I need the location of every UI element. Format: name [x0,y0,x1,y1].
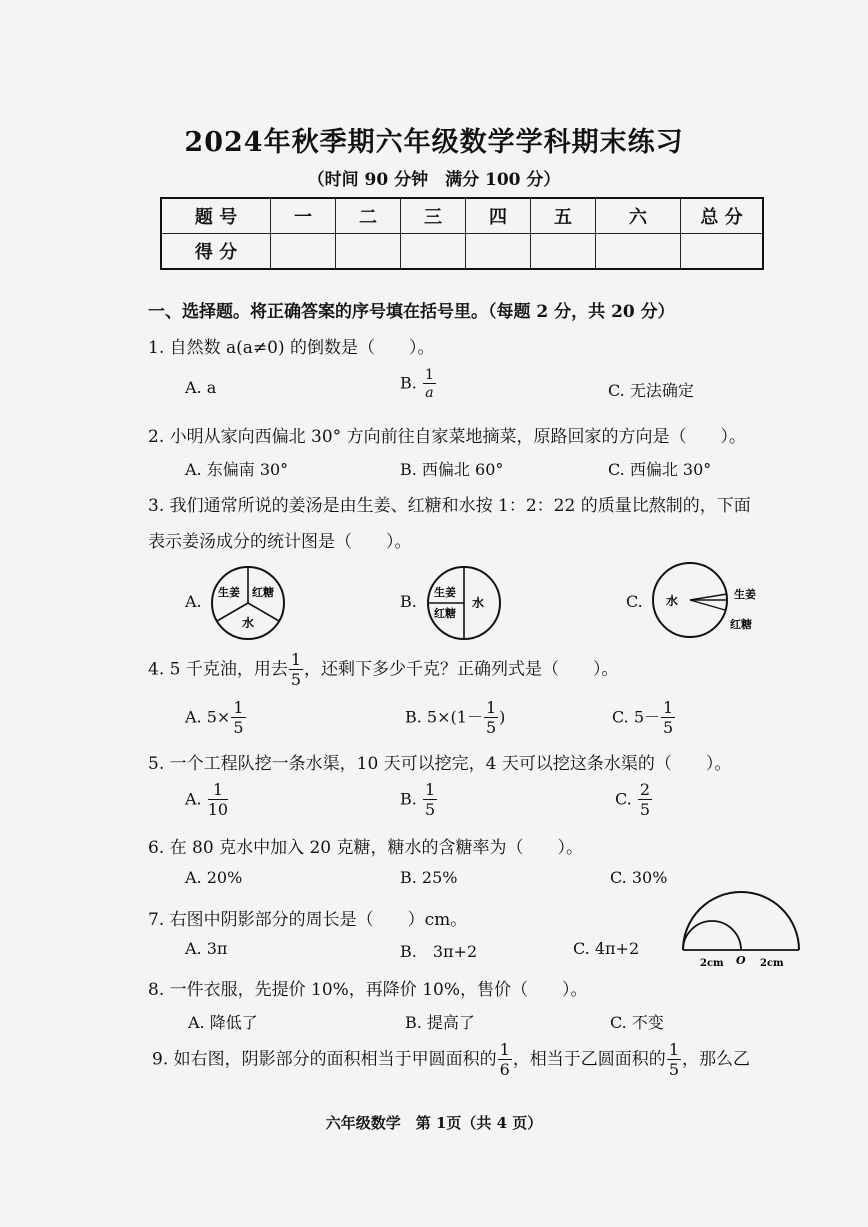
q1-option-a[interactable]: A. a [185,378,217,397]
score-input-cell[interactable] [531,234,596,270]
score-input-cell[interactable] [271,234,336,270]
q5-option-c[interactable]: C. $\frac{2}{5}$ [615,780,651,819]
score-header-cell: 五 [531,198,596,234]
score-header-cell: 三 [401,198,466,234]
q3-option-c[interactable]: C. [626,592,643,611]
question-4: 4. 5 千克油，用去 $\frac{1}{5}$ ，还剩下多少千克？正确列式是（ ）。 [148,650,619,689]
q7-option-b[interactable]: B. 3π+2 [400,942,478,961]
pie-a-label-water: 水 [242,616,255,630]
q2-option-b[interactable]: B. 西偏北 60° [400,460,504,479]
page-title: 2024年秋季期六年级数学学科期末练习 [184,127,684,158]
q6-option-c[interactable]: C. 30% [610,868,668,887]
score-input-cell[interactable] [681,234,764,270]
fraction: $\frac{1}{a}$ [424,367,434,401]
question-2: 2. 小明从家向西偏北 30° 方向前往自家菜地摘菜，原路回家的方向是（ ）。 [148,427,747,447]
q6-option-a[interactable]: A. 20% [185,868,243,887]
pie-a-label-sugar: 红糖 [252,586,274,599]
pie-chart-c [650,560,770,640]
fraction: $\frac{1}{5}$ [233,698,244,737]
fraction: $\frac{1}{5}$ [668,1040,679,1079]
q2-option-c[interactable]: C. 西偏北 30° [608,460,712,479]
question-7: 7. 右图中阴影部分的周长是（ ）cm。 [148,910,468,930]
score-input-cell[interactable] [466,234,531,270]
pie-c-label-ginger: 生姜 [734,588,756,601]
q1-option-b[interactable] [400,368,437,400]
score-input-cell[interactable] [596,234,681,270]
question-6: 6. 在 80 克水中加入 20 克糖，糖水的含糖率为（ ）。 [148,838,584,858]
figure-label-right: 2cm [760,958,784,969]
q4-option-b[interactable]: B. 5×(1－ $\frac{1}{5}$ ) [405,698,506,737]
fraction: $\frac{1}{10}$ [207,780,229,819]
q7-option-c[interactable]: C. 4π+2 [573,939,640,958]
q3-option-b[interactable]: B. [400,592,417,611]
question-3-line-2: 表示姜汤成分的统计图是（ ）。 [148,532,412,552]
pie-chart-b [424,563,504,643]
question-3-line-1: 3. 我们通常所说的姜汤是由生姜、红糖和水按 1：2：22 的质量比熬制的，下面 [148,496,751,516]
q8-option-c[interactable]: C. 不变 [610,1013,664,1032]
q5-option-b[interactable]: B. $\frac{1}{5}$ [400,780,436,819]
pie-chart-a [208,563,288,643]
fraction: $\frac{1}{5}$ [424,780,436,819]
score-table-score-row [161,234,763,270]
q4-option-a[interactable]: A. 5× $\frac{1}{5}$ [185,698,244,737]
fraction: $\frac{1}{5}$ [290,650,302,689]
question-9: 9. 如右图，阴影部分的面积相当于甲圆面积的 $\frac{1}{6}$ ，相当于乙圆面积的 $\frac{1}{5}$ ，那么乙 [152,1040,750,1079]
score-header-cell: 一 [271,198,336,234]
score-table [160,197,764,270]
q7-option-a[interactable]: A. 3π [185,939,228,958]
page-footer: 六年级数学 第 1页（共 4 页） [325,1114,543,1132]
pie-c-label-sugar: 红糖 [730,618,752,631]
pie-a-label-ginger: 生姜 [218,586,240,599]
score-header-cell: 六 [596,198,681,234]
score-input-cell[interactable] [336,234,401,270]
pie-b-label-sugar: 红糖 [434,607,456,620]
score-row-label: 得 分 [161,234,271,270]
q8-option-a[interactable]: A. 降低了 [188,1013,258,1032]
q4-option-c[interactable]: C. 5－ $\frac{1}{5}$ [612,698,674,737]
section-heading: 一、选择题。将正确答案的序号填在括号里。（每题 2 分，共 20 分） [148,302,675,322]
score-header-cell: 四 [466,198,531,234]
pie-b-label-ginger: 生姜 [434,586,456,599]
fraction: $\frac{1}{5}$ [485,698,497,737]
q1-option-b-label: B. [400,373,417,393]
score-input-cell[interactable] [401,234,466,270]
q1-option-c[interactable]: C. 无法确定 [608,381,694,400]
semicircle-figure [678,890,804,970]
q6-option-b[interactable]: B. 25% [400,868,458,887]
question-1: 1. 自然数 a(a≠0) 的倒数是（ ）。 [148,338,435,358]
figure-label-left: 2cm [700,958,724,969]
figure-label-center: O [736,954,746,967]
q3-option-a[interactable]: A. [185,592,202,611]
q2-option-a[interactable]: A. 东偏南 30° [185,460,289,479]
fraction: $\frac{1}{5}$ [663,698,674,737]
q5-option-a[interactable]: A. $\frac{1}{10}$ [185,780,229,819]
fraction: $\frac{2}{5}$ [639,780,651,819]
pie-c-label-water: 水 [666,594,679,608]
question-5: 5. 一个工程队挖一条水渠，10 天可以挖完，4 天可以挖这条水渠的（ ）。 [148,754,732,774]
question-8: 8. 一件衣服，先提价 10%，再降价 10%，售价（ ）。 [148,980,588,1000]
score-header-cell: 总 分 [681,198,764,234]
score-header-cell: 二 [336,198,401,234]
pie-b-label-water: 水 [472,596,485,610]
score-header-cell: 题 号 [161,198,271,234]
page-subtitle: （时间 90 分钟 满分 100 分） [307,170,561,190]
fraction: $\frac{1}{6}$ [499,1040,510,1079]
score-table-header-row [161,198,763,234]
q8-option-b[interactable]: B. 提高了 [405,1013,475,1032]
